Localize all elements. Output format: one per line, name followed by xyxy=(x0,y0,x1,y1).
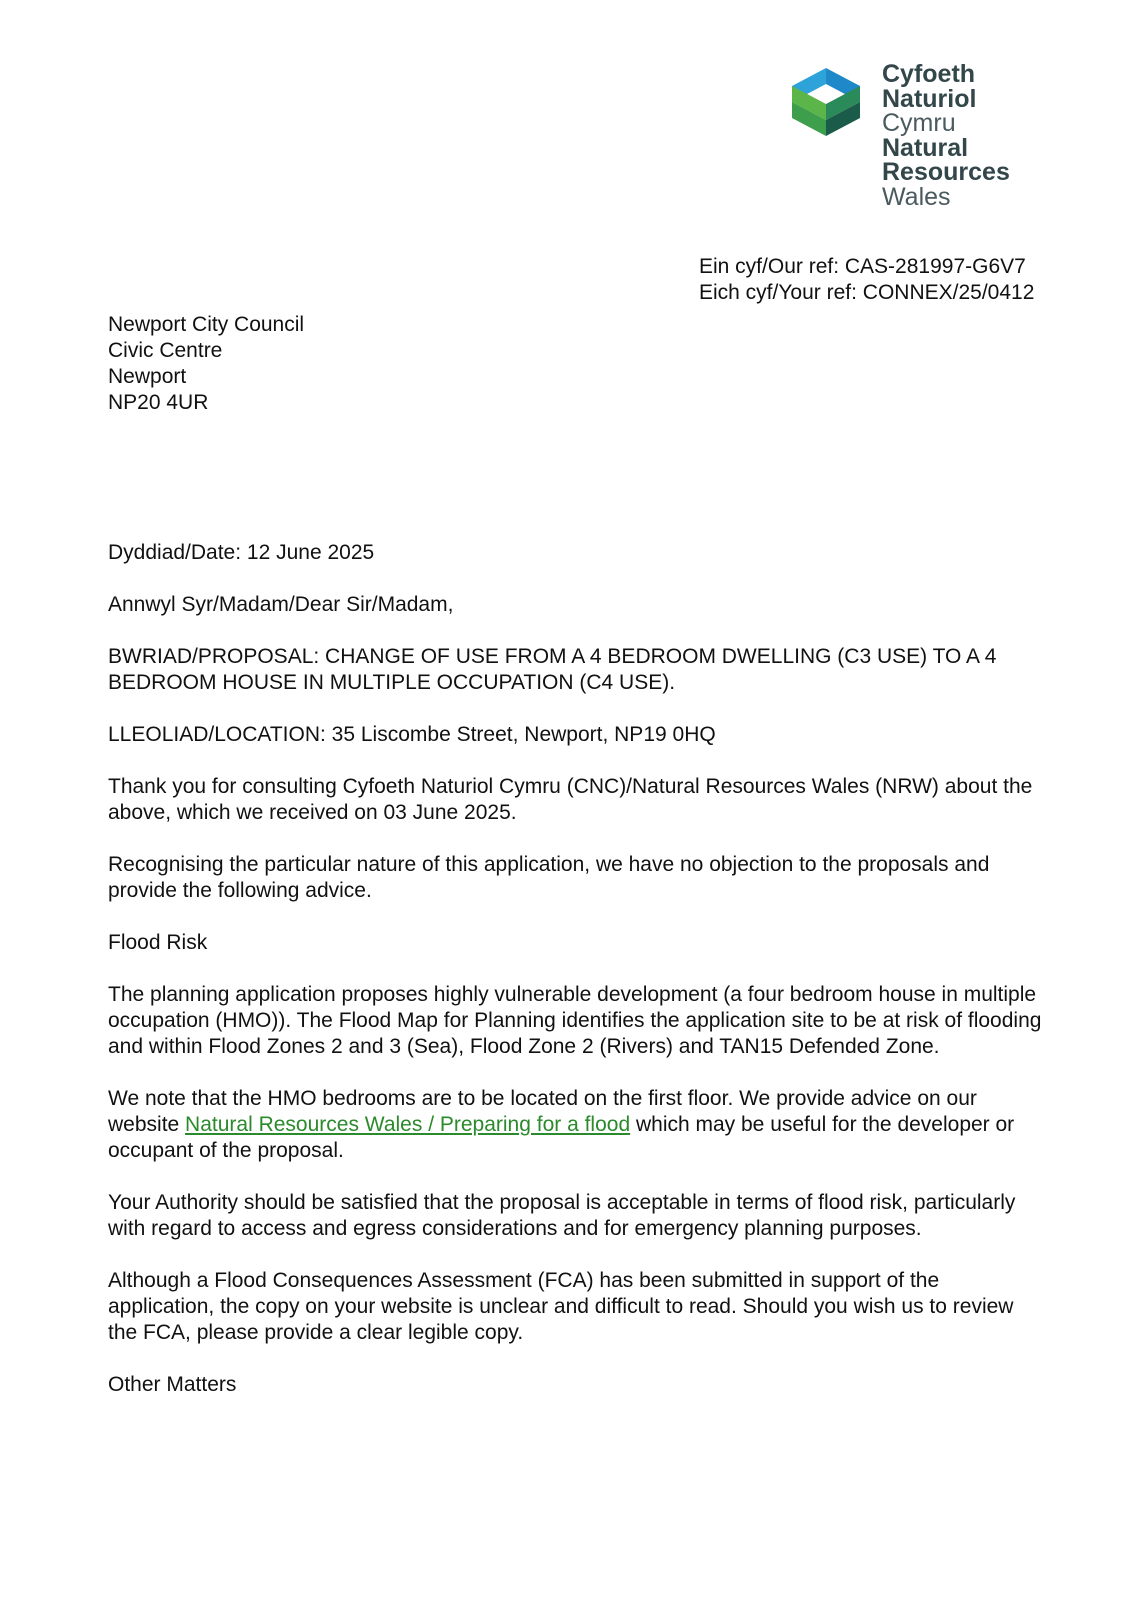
flood-2-text-before: We note that the HMO bedrooms are to be located on the first floor. We provide advice on our website xyxy=(108,1087,977,1136)
paragraph-recognising: Recognising the particular nature of this application, we have no objection to the proposals and provide the following advice. xyxy=(108,853,990,902)
paragraph-thanks: Thank you for consulting Cyfoeth Naturiol Cymru (CNC)/Natural Resources Wales (NRW) about the above, which we received on 03 June 2025. xyxy=(108,775,1033,824)
location: LLEOLIAD/LOCATION: 35 Liscombe Street, Newport, NP19 0HQ xyxy=(108,723,716,746)
letter-date: Dyddiad/Date: 12 June 2025 xyxy=(108,541,375,564)
salutation: Annwyl Syr/Madam/Dear Sir/Madam, xyxy=(108,593,454,616)
heading-other-matters: Other Matters xyxy=(108,1373,237,1396)
address-line: Civic Centre xyxy=(108,339,223,362)
logo-welsh-line1: Cyfoeth xyxy=(882,60,976,88)
preparing-for-flood-link[interactable]: Natural Resources Wales / Preparing for a flood xyxy=(185,1113,631,1136)
address-line: NP20 4UR xyxy=(108,391,209,414)
logo-welsh-line2: Naturiol xyxy=(882,84,977,113)
logo-english-line1: Natural xyxy=(882,133,969,162)
letter-body xyxy=(108,540,1048,1424)
logo-welsh-line3: Cymru xyxy=(882,109,956,137)
reference-block xyxy=(699,254,1034,306)
paragraph-flood-3: Your Authority should be satisfied that the proposal is acceptable in terms of flood risk, particularly with regard to access and egress considerations and for emergency planning purposes. xyxy=(108,1191,1016,1240)
paragraph-flood-2 xyxy=(108,1086,1048,1164)
flood-2-text-after: which may be useful for the developer or occupant of the proposal. xyxy=(108,1113,1015,1162)
paragraph-flood-1: The planning application proposes highly vulnerable development (a four bedroom house in multiple occupation (HMO)). The Flood Map for Planning identifies the application site to be at risk of flooding and within Flood Zones 2 and 3 (Sea), Flood Zone 2 (Rivers) and TAN15 Defended Zone. xyxy=(108,983,1042,1058)
your-ref: Eich cyf/Your ref: CONNEX/25/0412 xyxy=(699,281,1035,304)
nrw-hexagon-icon xyxy=(790,66,862,138)
our-ref: Ein cyf/Our ref: CAS-281997-G6V7 xyxy=(699,255,1026,278)
heading-flood-risk: Flood Risk xyxy=(108,931,208,954)
recipient-address xyxy=(108,312,304,416)
logo-wordmark xyxy=(882,62,1010,209)
paragraph-flood-4: Although a Flood Consequences Assessment (FCA) has been submitted in support of the application, the copy on your website is unclear and difficult to read. Should you wish us to review the FCA, please provide a clear legible copy. xyxy=(108,1269,1014,1344)
address-line: Newport City Council xyxy=(108,313,305,336)
proposal: BWRIAD/PROPOSAL: CHANGE OF USE FROM A 4 BEDROOM DWELLING (C3 USE) TO A 4 BEDROOM HOUSE IN MULTIPLE OCCUPATION (C4 USE). xyxy=(108,645,997,694)
address-line: Newport xyxy=(108,365,187,388)
nrw-logo xyxy=(790,62,1030,222)
logo-english-line2: Resources xyxy=(882,158,1010,186)
logo-english-line3: Wales xyxy=(882,182,951,211)
